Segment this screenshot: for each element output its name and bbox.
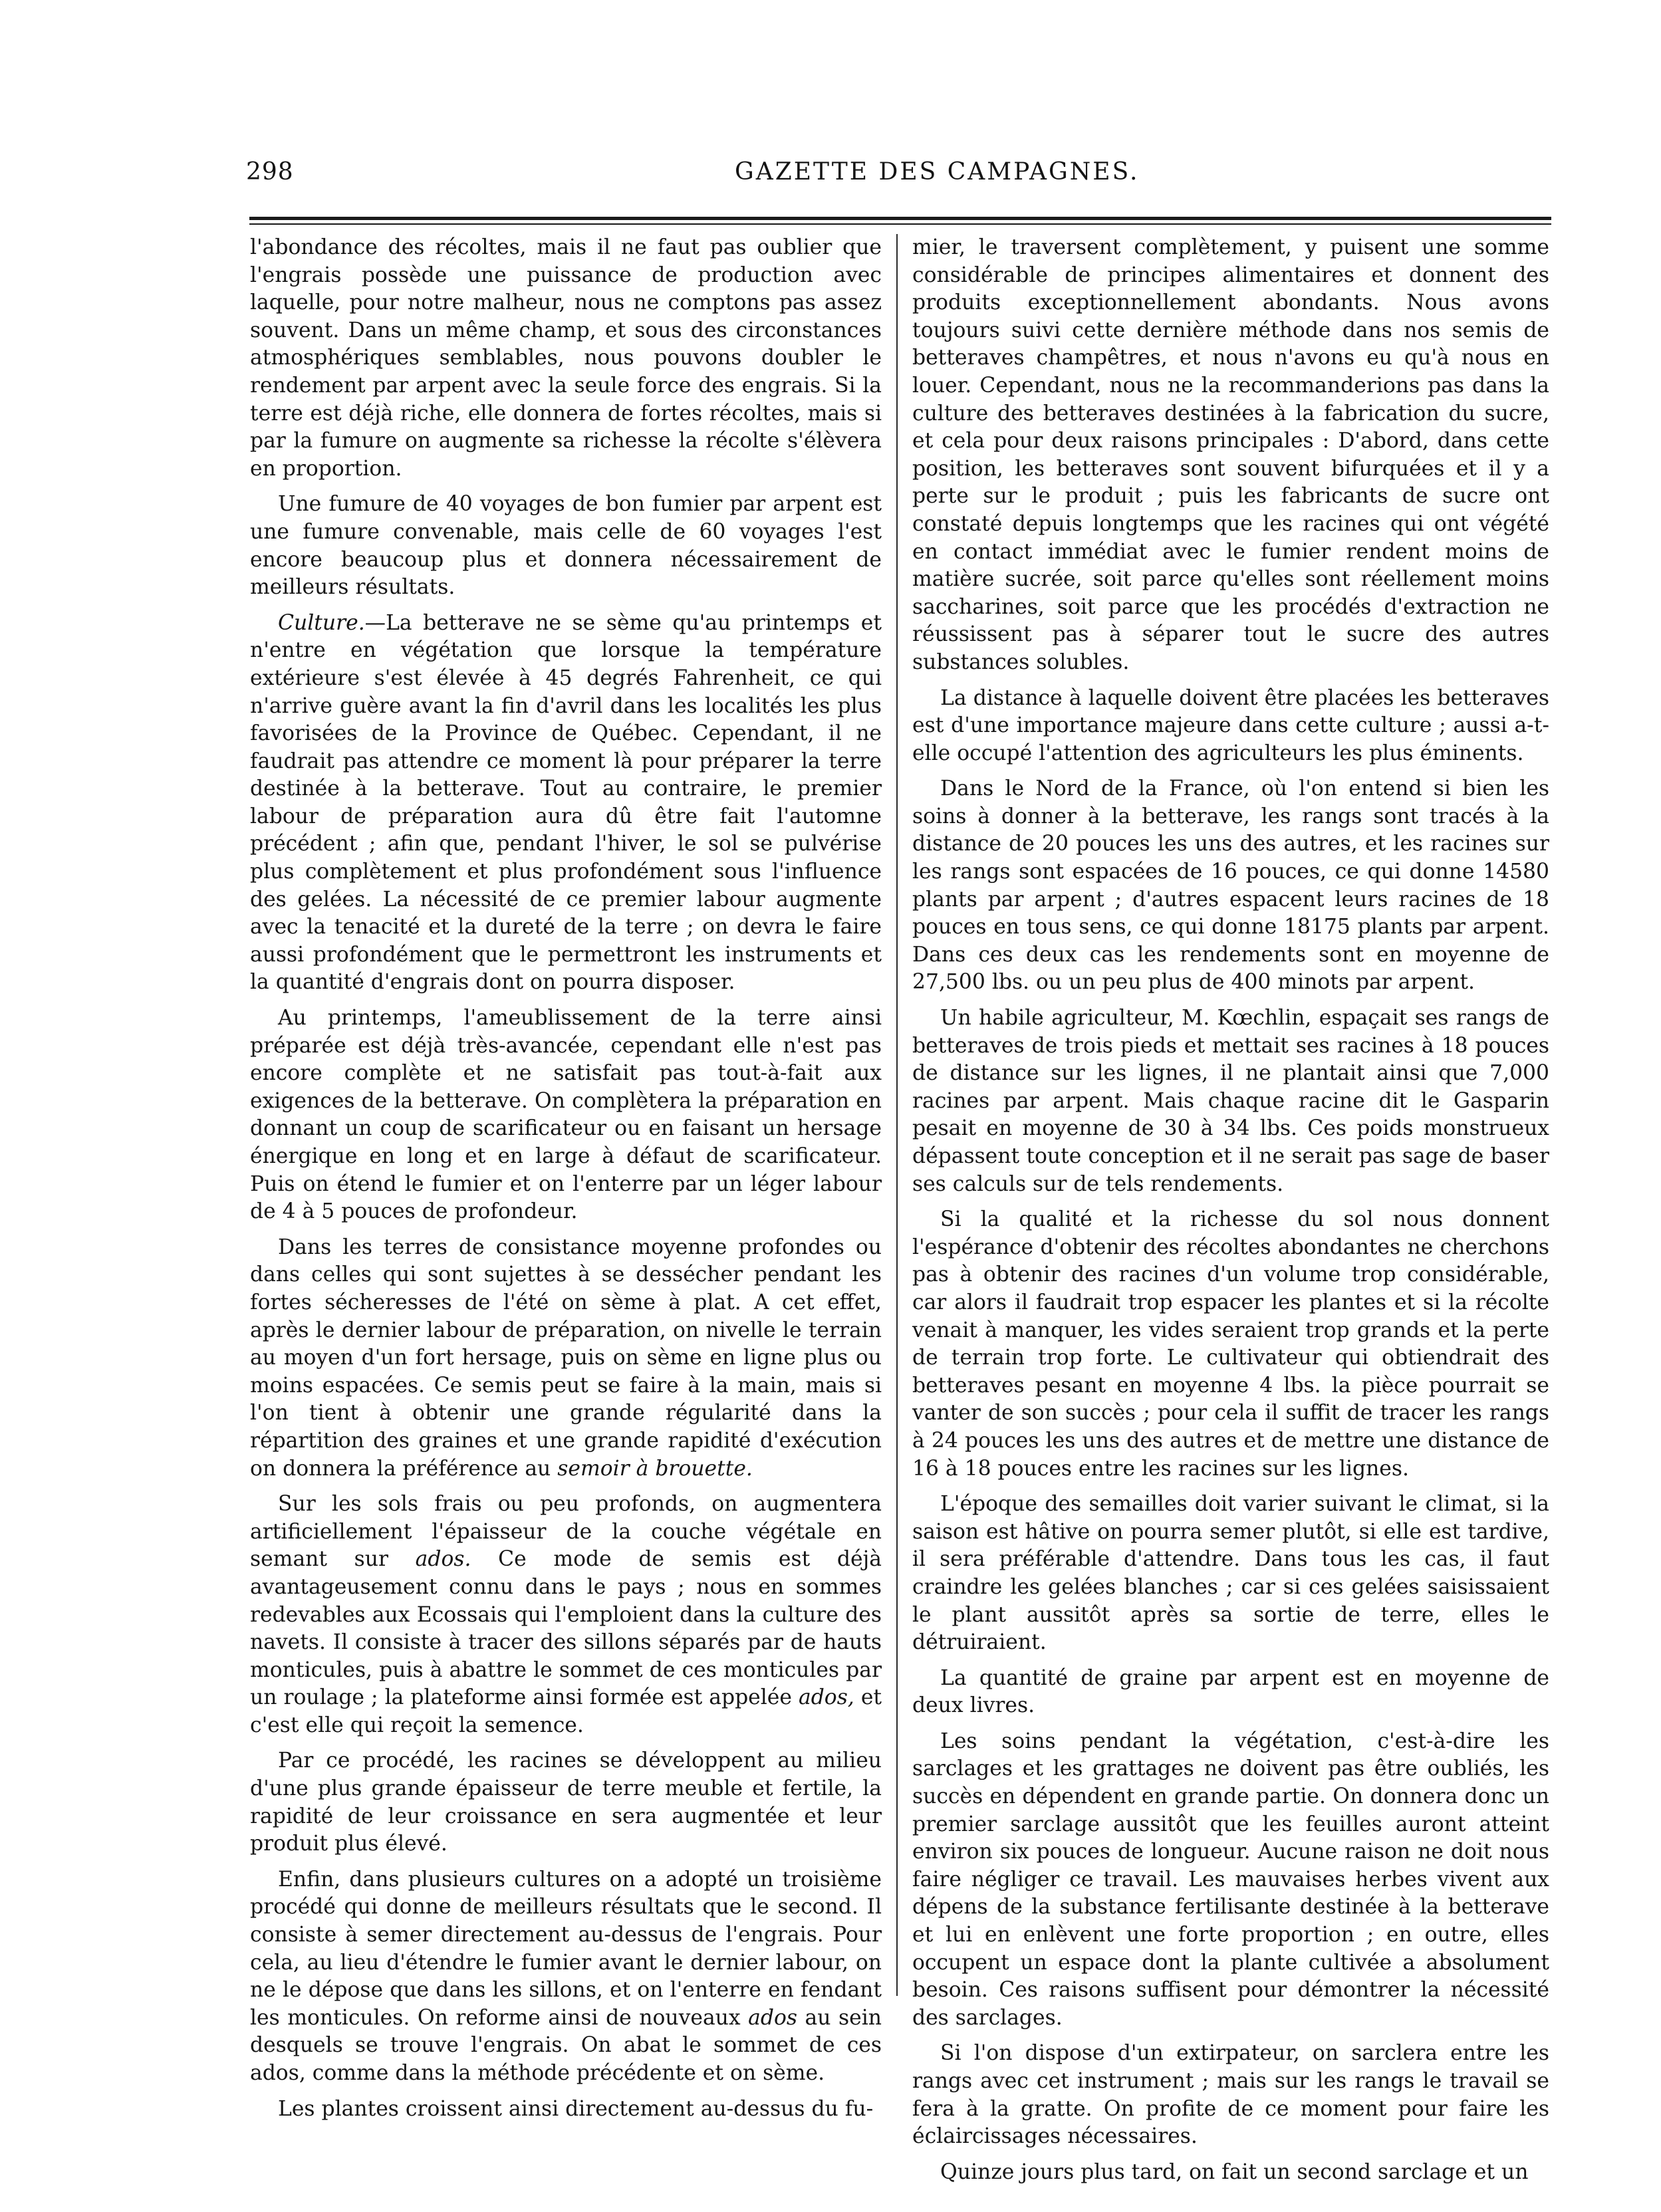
paragraph-text: —La betterave ne se sème qu'au printemps et n'entre en végétation que lorsque la température extérieure s'est élevée à 45 degrés Fahrenheit, ce qui n'arrive guère avant la fin d'avril dans les localités les plus favorisées de la Province de Québec. Cependant, il ne faudrait pas attendre ce moment là pour préparer la terre destinée à la betterave. Tout au contraire, le premier labour de préparation aura dû être fait l'automne précédent ; afin que, pendant l'hiver, le sol se pulvérise plus complètement et plus profondément sous l'influence des gelées. La nécessité de ce premier labour augmente avec la tenacité et la dureté de la terre ; on devra le faire aussi profondément que le permettront les instruments et la quantité d'engrais dont on pourra disposer. xyxy=(250,610,882,995)
paragraph: Si l'on dispose d'un extirpateur, on sarclera entre les rangs avec cet instrument ; mais sur les rangs le travail se fera à la gratte. On profite de ce moment pour faire les éclaircissages nécessaires. xyxy=(912,2041,1549,2149)
paragraph: l'abondance des récoltes, mais il ne faut pas oublier que l'engrais possède une puissance de production avec laquelle, pour notre malheur, nous ne comptons pas assez souvent. Dans un même champ, et sous des circonstances atmosphériques semblables, nous pouvons doubler le rendement par arpent avec la seule force des engrais. Si la terre est déjà riche, elle donnera de fortes récoltes, mais si par la fumure on augmente sa richesse la récolte s'élèvera en proportion. xyxy=(250,235,882,481)
paragraph: Un habile agriculteur, M. Kœchlin, espaçait ses rangs de betteraves de trois pieds et mettait ses racines à 18 pouces de distance sur les lignes, il ne plantait ainsi que 7,000 racines par arpent. Mais chaque racine dit le Gasparin pesait en moyenne de 30 à 34 lbs. Ces poids monstrueux dépassent toute conception et il ne serait pas sage de baser ses calculs sur de tels rendements. xyxy=(912,1006,1549,1196)
paragraph: Les soins pendant la végétation, c'est-à-dire les sarclages et les grattages ne doivent pas être oubliés, les succès en dépendent en grande partie. On donnera donc un premier sarclage aussitôt que les feuilles auront atteint environ six pouces de longueur. Aucune raison ne doit nous faire négliger ce travail. Les mauvaises herbes vivent aux dépens de la substance fertilisante destinée à la betterave et lui en enlèvent une forte proportion ; en outre, elles occupent un espace dont la plante cultivée a absolument besoin. Ces raisons suffisent pour démontrer la nécessité des sarclages. xyxy=(912,1729,1549,2030)
paragraph: Au printemps, l'ameublissement de la terre ainsi préparée est déjà très-avancée, cependant elle n'est pas encore complète et ne satisfait pas tout-à-fait aux exigences de la betterave. On complètera la préparation en donnant un coup de scarificateur ou en faisant un hersage énergique en long et en large à défaut de scarificateur. Puis on étend le fumier et on l'enterre par un léger labour de 4 à 5 pouces de profondeur. xyxy=(250,1006,882,1224)
left-column xyxy=(250,234,882,2131)
paragraph-text: et c'est elle qui reçoit la semence. xyxy=(250,1685,882,1737)
paragraph: Quinze jours plus tard, on fait un second sarclage et un xyxy=(940,2159,1529,2184)
page-header xyxy=(246,158,1549,198)
paragraph: Si la qualité et la richesse du sol nous donnent l'espérance d'obtenir des récoltes abondantes ne cherchons pas à obtenir des racines d'un volume trop considérable, car alors il faudrait trop espacer les plantes et si la récolte venait à manquer, les vides seraient trop grands et la perte de terrain trop forte. Le cultivateur qui obtiendrait des betteraves pesant en moyenne 4 lbs. la pièce pourrait se vanter de son succès ; pour cela il suffit de tracer les rangs à 24 pouces les uns des autres et de mettre une distance de 16 à 18 pouces entre les racines sur les lignes. xyxy=(912,1207,1549,1481)
italic-term: semoir à brouette. xyxy=(557,1456,753,1481)
section-lead-in: Culture. xyxy=(278,610,365,635)
italic-term: ados. xyxy=(415,1547,471,1572)
italic-term: ados xyxy=(748,2005,797,2030)
paragraph: La distance à laquelle doivent être placées les betteraves est d'une importance majeure dans cette culture ; aussi a-t-elle occupé l'attention des agriculteurs les plus éminents. xyxy=(912,685,1549,765)
running-title: GAZETTE DES CAMPAGNES. xyxy=(735,158,1140,185)
column-divider xyxy=(896,234,898,1996)
paragraph-text: Ce mode de semis est déjà avantageusement connu dans le pays ; nous en sommes redevables aux Ecossais qui l'emploient dans la culture des navets. Il consiste à tracer des sillons séparés par de hauts monticules, puis à abattre le sommet de ces monticules par un roulage ; la plateforme ainsi formée est appelée xyxy=(250,1547,882,1710)
paragraph-text: Dans les terres de consistance moyenne profondes ou dans celles qui sont sujettes à se dessécher pendant les fortes sécheresses de l'été on sème à plat. A cet effet, après le dernier labour de préparation, on nivelle le terrain au moyen d'un fort hersage, puis on sème en ligne plus ou moins espacées. Ce semis peut se faire à la main, mais si l'on tient à obtenir une grande régularité dans la répartition des graines et une grande rapidité d'exécution on donnera la préférence au xyxy=(250,1235,882,1481)
paragraph xyxy=(250,1491,882,1739)
paragraph-text: au sein desquels se trouve l'engrais. On abat le sommet de ces ados, comme dans la méthode précédente et on sème. xyxy=(250,2005,882,2085)
header-rule-thick xyxy=(249,217,1551,220)
paragraph xyxy=(250,1866,882,2088)
paragraph: mier, le traversent complètement, y puisent une somme considérable de principes alimentaires et donnent des produits exceptionnellement abondants. Nous avons toujours suivi cette dernière méthode dans nos semis de betteraves champêtres, et nous n'avons eu qu'à nous en louer. Cependant, nous ne la recommanderions pas dans la culture des betteraves destinées à la fabrication du sucre, et cela pour deux raisons principales : D'abord, dans cette position, les betteraves sont souvent bifurquées et il y a perte sur le produit ; puis les fabricants de sucre ont constaté depuis longtemps que les racines qui ont végété en contact immédiat avec le fumier rendent moins de matière sucrée, soit parce qu'elles sont réellement moins saccharines, soit parce que les procédés d'extraction ne réussissent pas à séparer tout le sucre des autres substances solubles. xyxy=(912,235,1549,674)
paragraph xyxy=(250,1234,882,1483)
paragraph-text: Enfin, dans plusieurs cultures on a adopté un troisième procédé qui donne de meilleurs résultats que le second. Il consiste à semer directement au-dessus de l'engrais. Pour cela, au lieu d'étendre le fumier avant le dernier labour, on ne le dépose que dans les sillons, et on l'enterre en fendant les monticules. On reforme ainsi de nouveaux xyxy=(250,1867,882,2030)
paragraph: Dans le Nord de la France, où l'on entend si bien les soins à donner à la betterave, les rangs sont tracés à la distance de 20 pouces les uns des autres, et les racines sur les rangs sont espacées de 16 pouces, ce qui donne 14580 plants par arpent ; d'autres espacent leurs racines de 18 pouces en tous sens, ce qui donne 18175 plants par arpent. Dans ces deux cas les rendements sont en moyenne de 27,500 lbs. ou un peu plus de 400 minots par arpent. xyxy=(912,777,1549,995)
paragraph-text: Sur les sols frais ou peu profonds, on augmentera artificiellement l'épaisseur de la couche végétale en semant sur xyxy=(250,1492,882,1572)
paragraph: Une fumure de 40 voyages de bon fumier par arpent est une fumure convenable, mais celle de 60 voyages l'est encore beaucoup plus et donnera nécessairement de meilleurs résultats. xyxy=(250,492,882,600)
paragraph: Par ce procédé, les racines se développent au milieu d'une plus grande épaisseur de terre meuble et fertile, la rapidité de leur croissance en sera augmentée et leur produit plus élevé. xyxy=(250,1749,882,1856)
right-column xyxy=(912,234,1549,2194)
italic-term: ados, xyxy=(798,1685,854,1710)
header-rule-thin xyxy=(249,223,1551,225)
paragraph: Les plantes croissent ainsi directement au-dessus du fu- xyxy=(278,2096,874,2121)
paragraph xyxy=(250,610,882,997)
page-number: 298 xyxy=(246,158,294,185)
paragraph: La quantité de graine par arpent est en moyenne de deux livres. xyxy=(912,1665,1549,1718)
paragraph: L'époque des semailles doit varier suivant le climat, si la saison est hâtive on pourra semer plutôt, si elle est tardive, il sera préférable d'attendre. Dans tous les cas, il faut craindre les gelées blanches ; car si ces gelées saisissaient le plant aussitôt après sa sortie de terre, elles le détruiraient. xyxy=(912,1492,1549,1655)
